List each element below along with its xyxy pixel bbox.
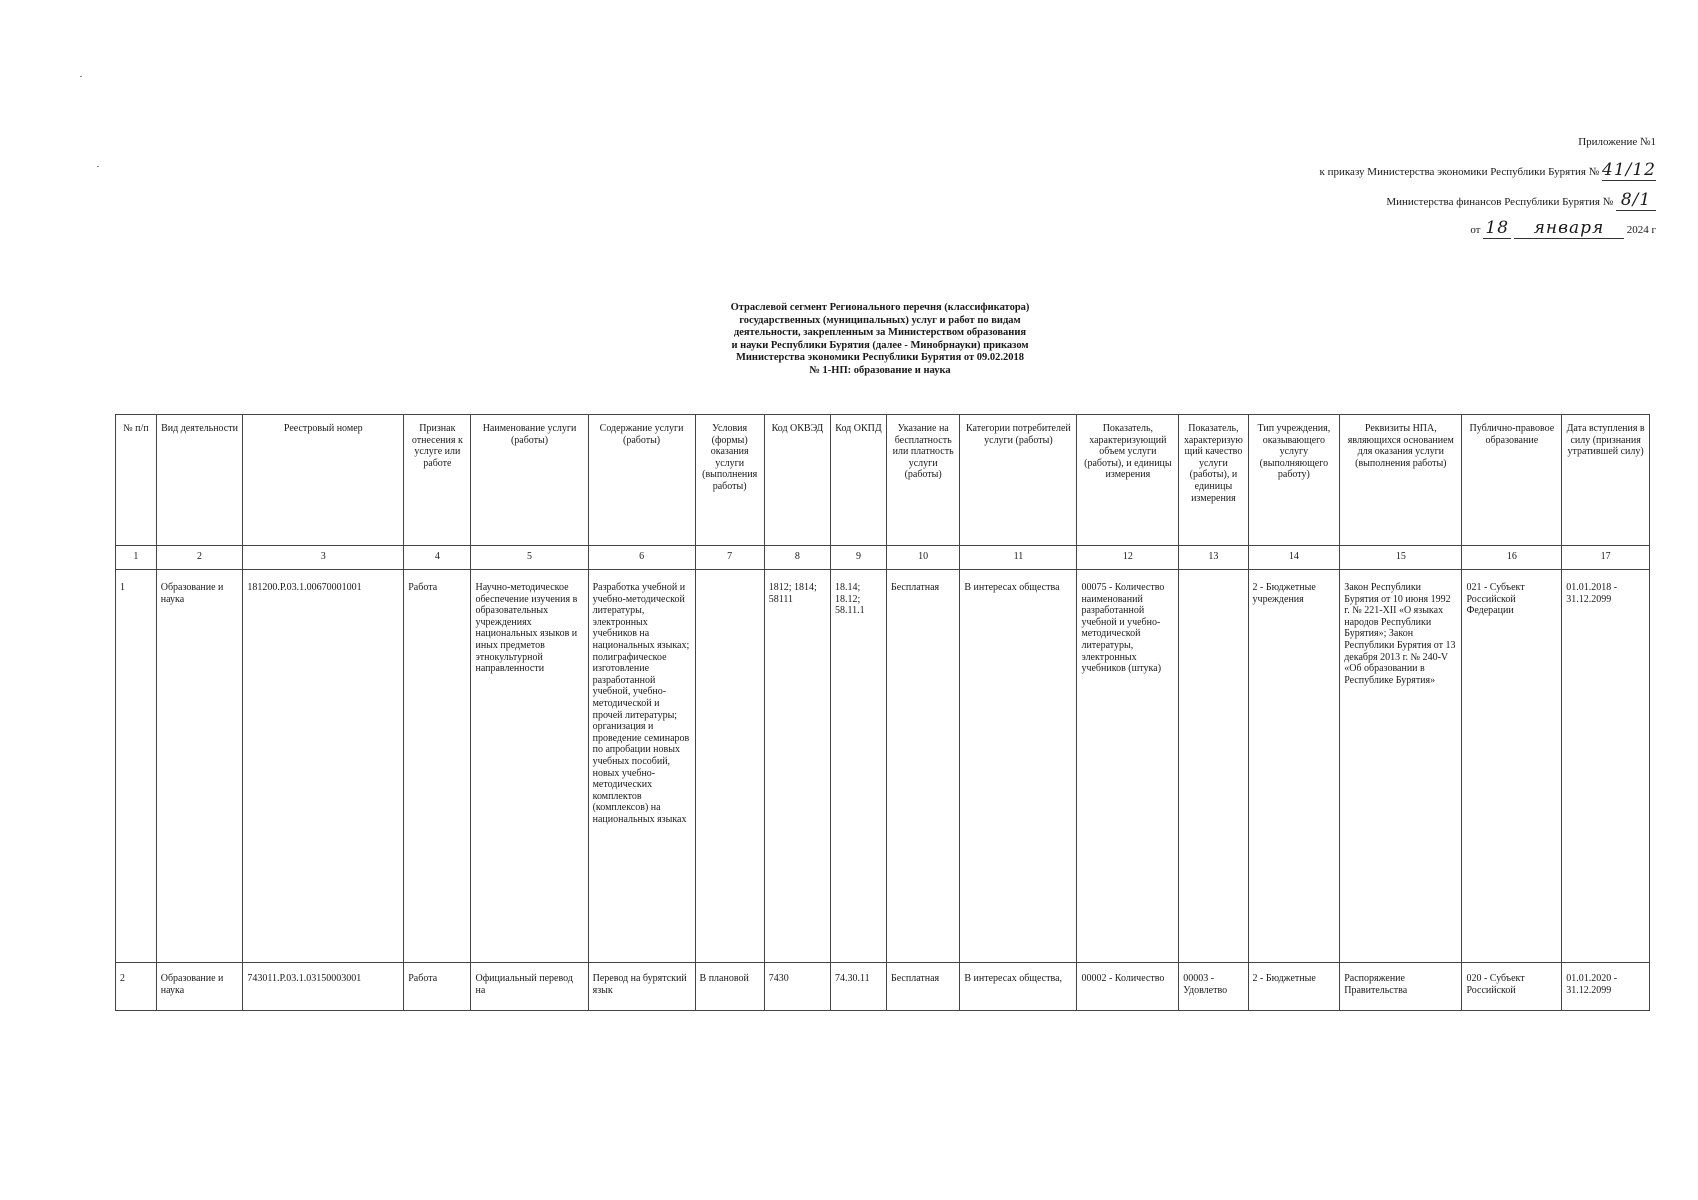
- date-month: января: [1514, 218, 1624, 239]
- cell-payment: Бесплатная: [887, 963, 960, 1011]
- column-header: № п/п: [116, 415, 157, 546]
- column-number: 7: [695, 546, 764, 570]
- column-header: Дата вступления в силу (признания утратившей силу): [1562, 415, 1650, 546]
- finance-number: 8/1: [1616, 190, 1656, 211]
- column-header: Тип учреждения, оказывающего услугу (выполняющего работу): [1248, 415, 1340, 546]
- column-number: 12: [1077, 546, 1179, 570]
- cell-activity: Образование и наука: [156, 570, 243, 963]
- cell-service-name: Официальный перевод на: [471, 963, 588, 1011]
- title-line: государственных (муниципальных) услуг и работ по видам: [739, 314, 1021, 326]
- cell-conditions: В плановой: [695, 963, 764, 1011]
- column-header: Категории потребителей услуги (работы): [960, 415, 1077, 546]
- column-number: 10: [887, 546, 960, 570]
- title-line: и науки Республики Бурятия (далее - Минобрнауки) приказом: [731, 339, 1029, 351]
- cell-dates: 01.01.2020 - 31.12.2099: [1562, 963, 1650, 1011]
- cell-conditions: [695, 570, 764, 963]
- cell-entity: 020 - Субъект Российской: [1462, 963, 1562, 1011]
- column-header: Содержание услуги (работы): [588, 415, 695, 546]
- order-date: [1470, 218, 1656, 239]
- column-number: 3: [243, 546, 404, 570]
- cell-dates: 01.01.2018 - 31.12.2099: [1562, 570, 1650, 963]
- cell-payment: Бесплатная: [887, 570, 960, 963]
- title-line: деятельности, закрепленным за Министерством образования: [733, 327, 1027, 339]
- finance-line-prefix: Министерства финансов Республики Бурятия №: [1386, 196, 1614, 208]
- title-line: № 1-НП: образование и наука: [809, 364, 951, 376]
- cell-okved: 1812; 1814; 58111: [764, 570, 830, 963]
- date-day: 18: [1483, 218, 1511, 239]
- column-header: Вид деятельности: [156, 415, 243, 546]
- column-header: Показатель, характеризующий объем услуги (работы), и единицы измерения: [1077, 415, 1179, 546]
- cell-consumers: В интересах общества,: [960, 963, 1077, 1011]
- order-reference: [1320, 160, 1656, 181]
- cell-okpd: 18.14; 18.12; 58.11.1: [830, 570, 886, 963]
- cell-num: 1: [116, 570, 157, 963]
- cell-type: Работа: [404, 570, 471, 963]
- cell-entity: 021 - Субъект Российской Федерации: [1462, 570, 1562, 963]
- cell-npa: Закон Республики Бурятия от 10 июня 1992 г. № 221-XII «О языках народов Республики Бурятия»; Закон Республики Бурятия от 13 декабря 2013 г. № 240-V «Об образовании в Республике Бурятия»: [1340, 570, 1462, 963]
- column-header: Условия (формы) оказания услуги (выполнения работы): [695, 415, 764, 546]
- date-prefix: от: [1470, 224, 1481, 236]
- scan-speck: [80, 76, 82, 77]
- column-number-row: [116, 546, 1650, 570]
- table-row: [116, 570, 1650, 963]
- appendix-text: Приложение №1: [1578, 136, 1656, 148]
- appendix-label: [1578, 136, 1656, 148]
- column-header: Признак отнесения к услуге или работе: [404, 415, 471, 546]
- column-number: 16: [1462, 546, 1562, 570]
- date-suffix: 2024 г: [1626, 224, 1656, 236]
- column-number: 9: [830, 546, 886, 570]
- column-number: 2: [156, 546, 243, 570]
- cell-consumers: В интересах общества: [960, 570, 1077, 963]
- title-line: Отраслевой сегмент Регионального перечня (классификатора): [730, 302, 1030, 313]
- cell-volume-indicator: 00002 - Количество: [1077, 963, 1179, 1011]
- order-number: 41/12: [1602, 160, 1656, 180]
- column-number: 15: [1340, 546, 1462, 570]
- column-number: 11: [960, 546, 1077, 570]
- column-header: Реестровый номер: [243, 415, 404, 546]
- title-line: Министерства экономики Республики Бурятия от 09.02.2018: [735, 352, 1025, 364]
- column-header: Наименование услуги (работы): [471, 415, 588, 546]
- column-number: 1: [116, 546, 157, 570]
- cell-okpd: 74.30.11: [830, 963, 886, 1011]
- column-header: Показатель, характеризующий качество услуги (работы), и единицы измерения: [1179, 415, 1248, 546]
- cell-quality-indicator: 00003 - Удовлетво: [1179, 963, 1248, 1011]
- cell-institution-type: 2 - Бюджетные учреждения: [1248, 570, 1340, 963]
- cell-activity: Образование и наука: [156, 963, 243, 1011]
- document-title: [690, 302, 1070, 378]
- cell-registry-number: 743011.Р.03.1.03150003001: [243, 963, 404, 1011]
- column-number: 13: [1179, 546, 1248, 570]
- column-header: Код ОКПД: [830, 415, 886, 546]
- services-registry-table: [115, 414, 1650, 1011]
- cell-institution-type: 2 - Бюджетные: [1248, 963, 1340, 1011]
- finance-reference: [1386, 190, 1656, 211]
- order-line-prefix: к приказу Министерства экономики Республики Бурятия №: [1319, 166, 1600, 178]
- cell-volume-indicator: 00075 - Количество наименований разработанной учебной и учебно-методической литературы, электронных учебников (штука): [1077, 570, 1179, 963]
- cell-type: Работа: [404, 963, 471, 1011]
- cell-content: Перевод на бурятский язык: [588, 963, 695, 1011]
- column-number: 17: [1562, 546, 1650, 570]
- cell-quality-indicator: [1179, 570, 1248, 963]
- cell-num: 2: [116, 963, 157, 1011]
- column-number: 14: [1248, 546, 1340, 570]
- cell-content: Разработка учебной и учебно-методической литературы, электронных учебников на национальных языках; полиграфическое изготовление разработанной учебной, учебно-методической и прочей литературы; организация и проведение семинаров по апробации новых учебных пособий, новых учебно-методических комплектов (комплексов) на национальных языках: [588, 570, 695, 963]
- column-header: Указание на бесплатность или платность услуги (работы): [887, 415, 960, 546]
- scan-speck: [97, 166, 99, 167]
- column-number: 5: [471, 546, 588, 570]
- column-header: Реквизиты НПА, являющихся основанием для оказания услуги (выполнения работы): [1340, 415, 1462, 546]
- cell-registry-number: 181200.Р.03.1.00670001001: [243, 570, 404, 963]
- column-number: 4: [404, 546, 471, 570]
- column-number: 6: [588, 546, 695, 570]
- column-number: 8: [764, 546, 830, 570]
- table-header-row: [116, 415, 1650, 546]
- column-header: Публично-правовое образование: [1462, 415, 1562, 546]
- cell-service-name: Научно-методическое обеспечение изучения в образовательных учреждениях национальных языков и иных предметов этнокультурной направленности: [471, 570, 588, 963]
- cell-npa: Распоряжение Правительства: [1340, 963, 1462, 1011]
- table-row: [116, 963, 1650, 1011]
- column-header: Код ОКВЭД: [764, 415, 830, 546]
- cell-okved: 7430: [764, 963, 830, 1011]
